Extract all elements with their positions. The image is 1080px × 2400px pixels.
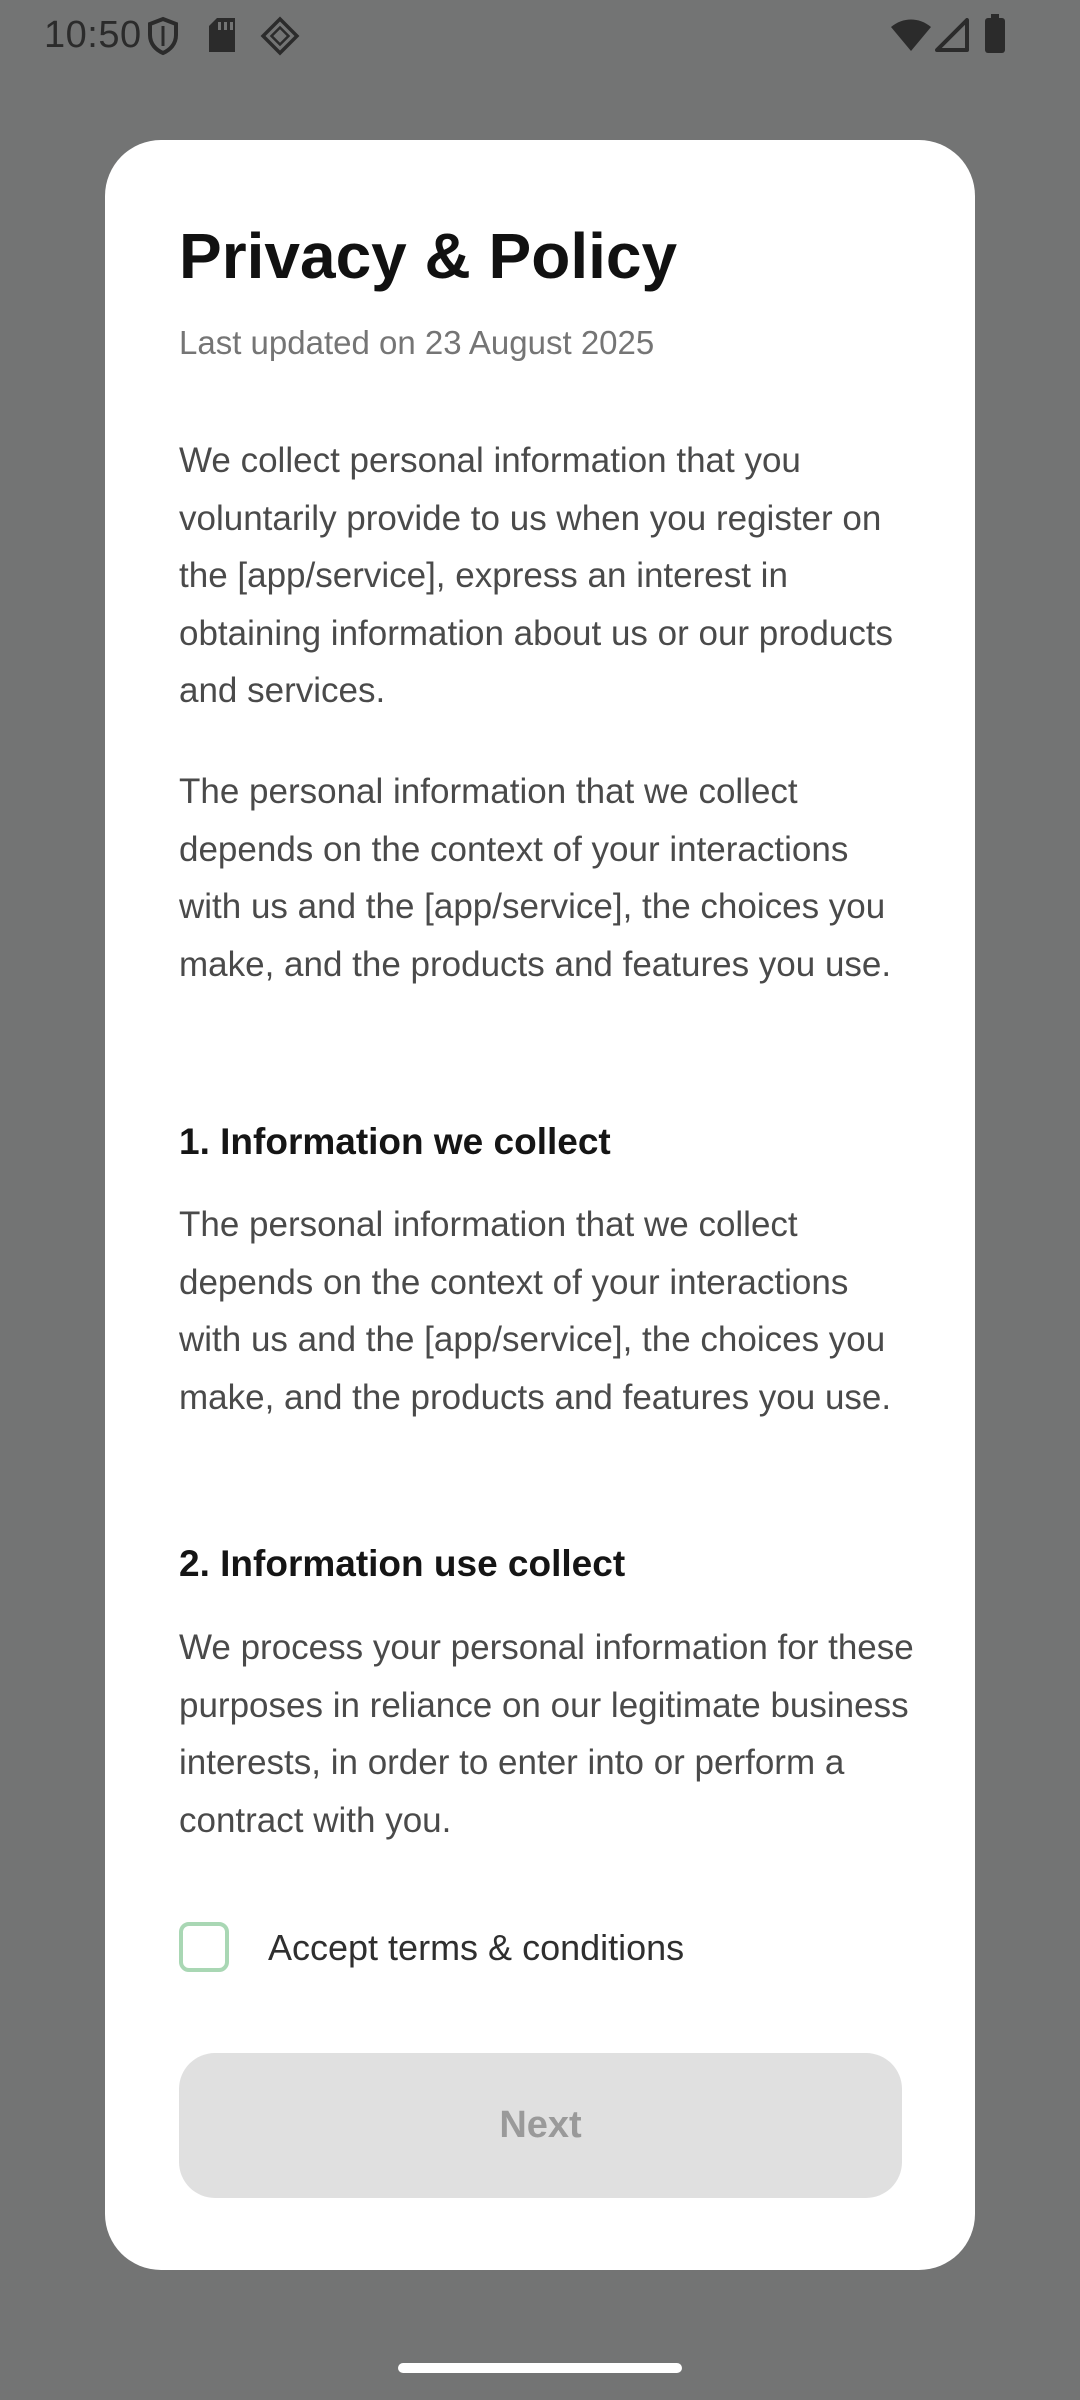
section-body: We process your personal information for these purposes in reliance on our legitimate business interests, in order to enter into or perform a contract with you. — [179, 1628, 914, 1840]
dialog-title: Privacy & Policy — [179, 220, 678, 292]
privacy-policy-dialog — [105, 140, 975, 2270]
intro-paragraph: The personal information that we collect depends on the context of your interactions with us and the [app/service], the choices you make, and the products and features you use. — [179, 772, 892, 984]
section-heading: 2. Information use collect — [179, 1543, 626, 1584]
sd-card-icon — [207, 16, 237, 59]
accept-terms-checkbox[interactable] — [179, 1922, 229, 1972]
section-body: The personal information that we collect depends on the context of your interactions with us and the [app/service], the choices you make, and the products and features you use. — [179, 1205, 892, 1417]
intro-paragraph: We collect personal information that you voluntarily provide to us when you register on the [app/service], express an interest in obtaining information about us or our products and services. — [179, 441, 894, 711]
status-bar — [0, 0, 1080, 72]
battery-icon — [984, 14, 1006, 59]
wifi-icon — [890, 18, 932, 57]
vpn-diamond-icon — [260, 16, 300, 61]
section-heading: 1. Information we collect — [179, 1121, 611, 1162]
status-time: 10:50 — [44, 14, 142, 56]
shield-icon — [146, 16, 180, 61]
cellular-signal-icon — [935, 18, 969, 57]
gesture-navigation-bar[interactable] — [398, 2363, 682, 2373]
accept-terms-label[interactable]: Accept terms & conditions — [268, 1927, 685, 1968]
last-updated-text: Last updated on 23 August 2025 — [179, 324, 655, 361]
next-button[interactable]: Next — [179, 2053, 902, 2198]
